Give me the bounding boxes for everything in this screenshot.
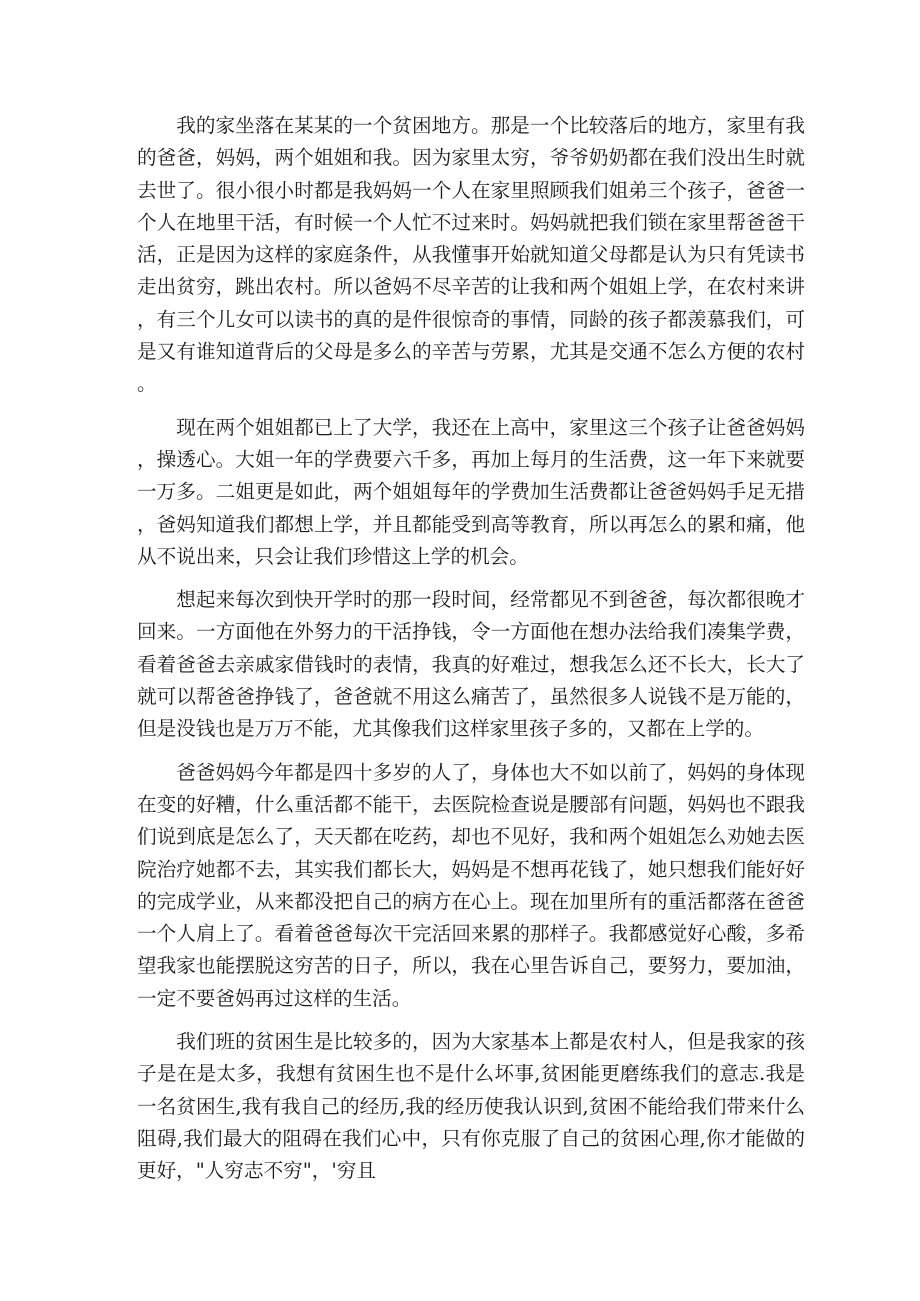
- paragraph-5: 我们班的贫困生是比较多的，因为大家基本上都是农村人，但是我家的孩子是在是太多，我想有贫困生也不是什么坏事,贫困能更磨练我们的意志.我是一名贫困生,我有我自己的经历,我的经历使我认识到,贫困不能给我们带来什么阻碍,我们最大的阻碍在我们心中，只有你克服了自己的贫困心理,你才能做的更好，"人穷志不穷"，'穷且: [137, 1030, 805, 1183]
- paragraph-1: 我的家坐落在某某的一个贫困地方。那是一个比较落后的地方，家里有我的爸爸，妈妈，两个姐姐和我。因为家里太穷，爷爷奶奶都在我们没出生时就去世了。很小很小时都是我妈妈一个人在家里照顾我们姐弟三个孩子，爸爸一个人在地里干活，有时候一个人忙不过来时。妈妈就把我们锁在家里帮爸爸干活，正是因为这样的家庭条件，从我懂事开始就知道父母都是认为只有凭读书走出贫穷，跳出农村。所以爸妈不尽辛苦的让我和两个姐姐上学，在农村来讲，有三个儿女可以读书的真的是件很惊奇的事情，同龄的孩子都羡慕我们，可是又有谁知道背后的父母是多么的辛苦与劳累，尤其是交通不怎么方便的农村。: [137, 114, 805, 396]
- document-body: [137, 110, 805, 1188]
- paragraph-2: 现在两个姐姐都已上了大学，我还在上高中，家里这三个孩子让爸爸妈妈，操透心。大姐一年的学费要六千多，再加上每月的生活费，这一年下来就要一万多。二姐更是如此，两个姐姐每年的学费加生活费都让爸爸妈妈手足无措，爸妈知道我们都想上学，并且都能受到高等教育，所以再怎么的累和痛，他从不说出来，只会让我们珍惜这上学的机会。: [137, 415, 805, 568]
- paragraph-3: 想起来每次到快开学时的那一段时间，经常都见不到爸爸，每次都很晚才回来。一方面他在外努力的干活挣钱，令一方面他在想办法给我们凑集学费，看着爸爸去亲戚家借钱时的表情，我真的好难过，想我怎么还不长大，长大了就可以帮爸爸挣钱了，爸爸就不用这么痛苦了，虽然很多人说钱不是万能的，但是没钱也是万万不能，尤其像我们这样家里孩子多的，又都在上学的。: [137, 588, 805, 741]
- paragraph-4: 爸爸妈妈今年都是四十多岁的人了，身体也大不如以前了，妈妈的身体现在变的好糟，什么重活都不能干，去医院检查说是腰部有问题，妈妈也不跟我们说到底是怎么了，天天都在吃药，却也不见好，我和两个姐姐怎么劝她去医院治疗她都不去，其实我们都长大，妈妈是不想再花钱了，她只想我们能好好的完成学业，从来都没把自己的病方在心上。现在加里所有的重活都落在爸爸一个人肩上了。看着爸爸每次干完活回来累的那样子。我都感觉好心酸，多希望我家也能摆脱这穷苦的日子，所以，我在心里告诉自己，要努力，要加油，一定不要爸妈再过这样的生活。: [137, 760, 805, 1010]
